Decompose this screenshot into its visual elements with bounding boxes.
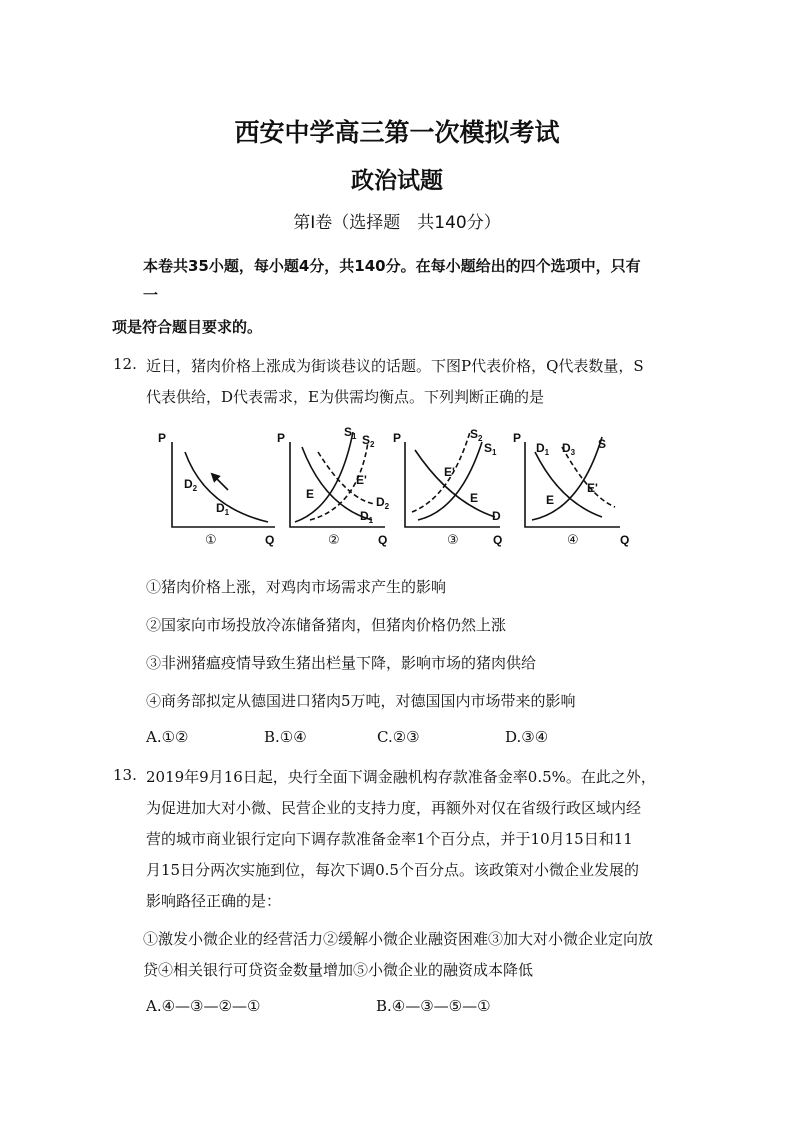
q13-option-a[interactable]: A.④—③—②—① [146,997,261,1015]
svg-text:③ [447,532,459,547]
svg-text:E [546,493,554,507]
graph1-q-label: Q [265,533,275,547]
graph3-curve-d [415,450,495,517]
instructions-line1: 本卷共35小题，每小题4分，共140分。在每小题给出的四个选项中，只有 [143,257,641,275]
exam-title: 西安中学高三第一次模拟考试 [234,118,560,147]
graph4-number: ④ [567,532,579,547]
graph4-e-label: E [546,493,555,507]
svg-text:D3: $D_3$ [562,441,576,457]
graph4-s-label: S [598,437,607,451]
subject-title: 政治试题 [351,168,443,194]
graph4-p-label: P [513,431,522,445]
svg-text:D1: $D_1$ [360,509,374,525]
svg-text:E [470,491,478,505]
q12-statement-4: ④商务部拟定从德国进口猪肉5万吨，对德国国内市场带来的影响 [146,692,576,710]
svg-text:P [277,431,285,445]
question-12-stem-line2: 代表供给，D代表需求，E为供需均衡点。下列判断正确的是 [146,388,544,406]
svg-text:P [393,431,401,445]
q12-option-a[interactable]: A.①② [146,728,189,746]
svg-text:D [492,509,501,523]
q13-items-line2: 贷④相关银行可贷资金数量增加⑤小微企业的融资成本降低 [143,961,534,979]
svg-text:S2: $S_2$ [362,433,375,449]
question-13-number: 13. [113,766,137,784]
graph1-d1-label: D [216,501,225,515]
q12-statement-3: ③非洲猪瘟疫情导致生猪出栏量下降，影响市场的猪肉供给 [146,654,537,672]
instructions-line1-tail: 一 [143,286,159,304]
svg-text:S2: $S_2$ [470,427,483,443]
svg-text:Q [378,533,387,547]
graph2-s1-label: S [344,425,353,439]
graph3-number: ③ [447,532,459,547]
svg-text:S [598,437,606,451]
graph2-e-label: E [306,487,315,501]
svg-text:② [328,532,340,547]
graph3-s1-label: S [484,441,493,455]
graph4-d3-label: D [562,441,571,455]
q12-option-c[interactable]: C.②③ [377,728,420,746]
q12-statement-2: ②国家向市场投放冷冻储备猪肉，但猪肉价格仍然上涨 [146,616,507,634]
svg-text:S1: $S_1$ [484,441,497,457]
svg-text:D2: $D_2$ [376,495,390,511]
graph1-d2-label: D [184,477,193,491]
graph2-axes [290,442,385,527]
instructions-line2: 项是符合题目要求的。 [112,318,263,336]
svg-text:P [158,431,166,445]
svg-text:Q [493,533,502,547]
question-13-stem-line3: 营的城市商业银行定向下调存款准备金率1个百分点，并于10月15日和11 [146,830,633,848]
q12-option-b[interactable]: B.①④ [264,728,307,746]
graph2-d1-label: D [360,509,369,523]
svg-text:E' [356,473,367,487]
svg-text:④ [567,532,579,547]
svg-text:P [513,431,521,445]
question-12-stem-line1: 近日，猪肉价格上涨成为街谈巷议的话题。下图P代表价格，Q代表数量，S [146,357,644,375]
graph2-q-label: Q [378,533,388,547]
svg-text:D1: $D_1$ [536,441,550,457]
graph1-number: ① [205,532,217,547]
graph2-number: ② [328,532,340,547]
graph3-p-label: P [393,431,402,445]
graph4-d1-label: D [536,441,545,455]
section-title: 第Ⅰ卷（选择题 共140分） [293,213,501,233]
svg-text:D1: $D_1$ [216,501,230,517]
graph3-s2-label: S [470,427,479,441]
graph2-e2-label: E' [356,473,367,487]
graph2-p-label: P [277,431,286,445]
svg-text:D2: $D_2$ [184,477,198,493]
question-13-stem-line5: 影响路径正确的是： [146,892,282,910]
svg-text:Q [620,533,629,547]
question-13-stem-line1: 2019年9月16日起，央行全面下调金融机构存款准备金率0.5%。在此之外， [146,768,656,786]
question-12-number: 12. [113,355,137,373]
svg-text:S1: $S_1$ [344,425,357,441]
supply-demand-graphs [150,422,640,552]
graph4-e2-label: E' [587,481,598,495]
question-13-stem-line4: 月15日分两次实施到位，每次下调0.5个百分点。该政策对小微企业发展的 [146,861,639,879]
question-13-stem-line2: 为促进加大对小微、民营企业的支持力度，再额外对仅在省级行政区域内经 [146,799,642,817]
q13-option-b[interactable]: B.④—③—⑤—① [376,997,491,1015]
q12-statement-1: ①猪肉价格上涨，对鸡肉市场需求产生的影响 [146,578,447,596]
graph2-d2-label: D [376,495,385,509]
q13-items-line1: ①激发小微企业的经营活力②缓解小微企业融资困难③加大对小微企业定向放 [143,930,654,948]
q12-option-d[interactable]: D.③④ [505,728,549,746]
graph4-q-label: Q [620,533,630,547]
svg-text:Q [265,533,274,547]
graph3-e-label: E [470,491,479,505]
graph3-d-label: D [492,509,501,523]
graph1-p-label: P [158,431,167,445]
graph1-arrow [214,476,228,490]
svg-text:E' [587,481,598,495]
svg-text:E' [444,465,455,479]
svg-text:① [205,532,217,547]
graph3-curve-s1 [418,442,482,520]
graph3-q-label: Q [493,533,503,547]
svg-text:E [306,487,314,501]
graph3-e2-label: E' [444,465,455,479]
graph2-s2-label: S [362,433,371,447]
graph2-curve-s1 [295,432,353,522]
